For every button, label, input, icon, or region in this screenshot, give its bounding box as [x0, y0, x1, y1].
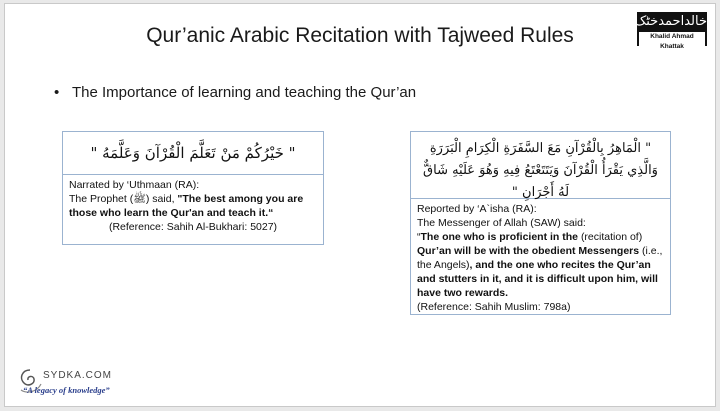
quote-open-mark: “: [417, 231, 421, 243]
author-logo: [634, 12, 707, 50]
hadith-quote: [417, 230, 664, 300]
reporter-line: Reported by ‘A`isha (RA):: [417, 203, 537, 215]
bullet-text: The Importance of learning and teaching the Qur’an: [72, 84, 417, 101]
hadith-reference: (Reference: Sahih Al-Bukhari: 5027): [108, 221, 278, 233]
quote-bold-1: The one who is proficient in the: [420, 231, 581, 243]
hadith-arabic-text: " الْمَاهِرُ بِالْقُرْآنِ مَعَ السَّفَرَةِ الْكِرَامِ الْبَرَرَةِ وَالَّذِي يَقْرَأُ الْقُرْآنَ وَيَتَتَعْتَعُ فِيهِ وَهُوَ عَلَيْهِ شَاقٌّ لَهُ أَجْرَانِ ": [411, 132, 670, 199]
slide: [4, 3, 716, 407]
hadith-arabic-text: " خَيْرُكُمْ مَنْ تَعَلَّمَ الْقُرْآنَ وَعَلَّمَهُ ": [63, 132, 323, 175]
hadith-translation: [63, 175, 323, 237]
logo-arabic-text: خالداحمدخٹک: [634, 14, 707, 29]
brand-tagline: “A legacy of knowledge”: [23, 385, 110, 395]
bullet-symbol: •: [54, 84, 60, 101]
prophet-prefix: The Prophet (ﷺ) said,: [69, 193, 178, 205]
quote-bold-3: , and the one who recites the Qur’an and stutters in it, and it is difficult upon him, will have two rewards.: [417, 259, 658, 299]
quote-normal-1: (recitation of): [580, 231, 643, 243]
messenger-line: The Messenger of Allah (SAW) said:: [417, 217, 586, 229]
hadith-translation: [411, 199, 670, 317]
sydka-logo: [13, 366, 123, 400]
prophet-quote: [69, 192, 317, 220]
hadith-card-bukhari: [62, 131, 324, 245]
bullet-point: [54, 84, 416, 101]
quote-normal-2: (i.e., the Angels): [417, 245, 663, 271]
hadith-card-muslim: [410, 131, 671, 315]
logo-english-text: Khalid Ahmad Khattak: [639, 32, 705, 52]
brand-name: SYDKA.COM: [43, 370, 113, 381]
quote-bold: "The best among you are those who learn the Qur'an and teach it.“: [69, 193, 304, 219]
narrator-line: Narrated by ‘Uthmaan (RA):: [69, 179, 200, 191]
quote-bold-2: Qur’an will be with the obedient Messengers: [417, 245, 643, 257]
hadith-reference: (Reference: Sahih Muslim: 798a): [417, 301, 571, 313]
slide-title: Qur’anic Arabic Recitation with Tajweed Rules: [146, 24, 574, 47]
